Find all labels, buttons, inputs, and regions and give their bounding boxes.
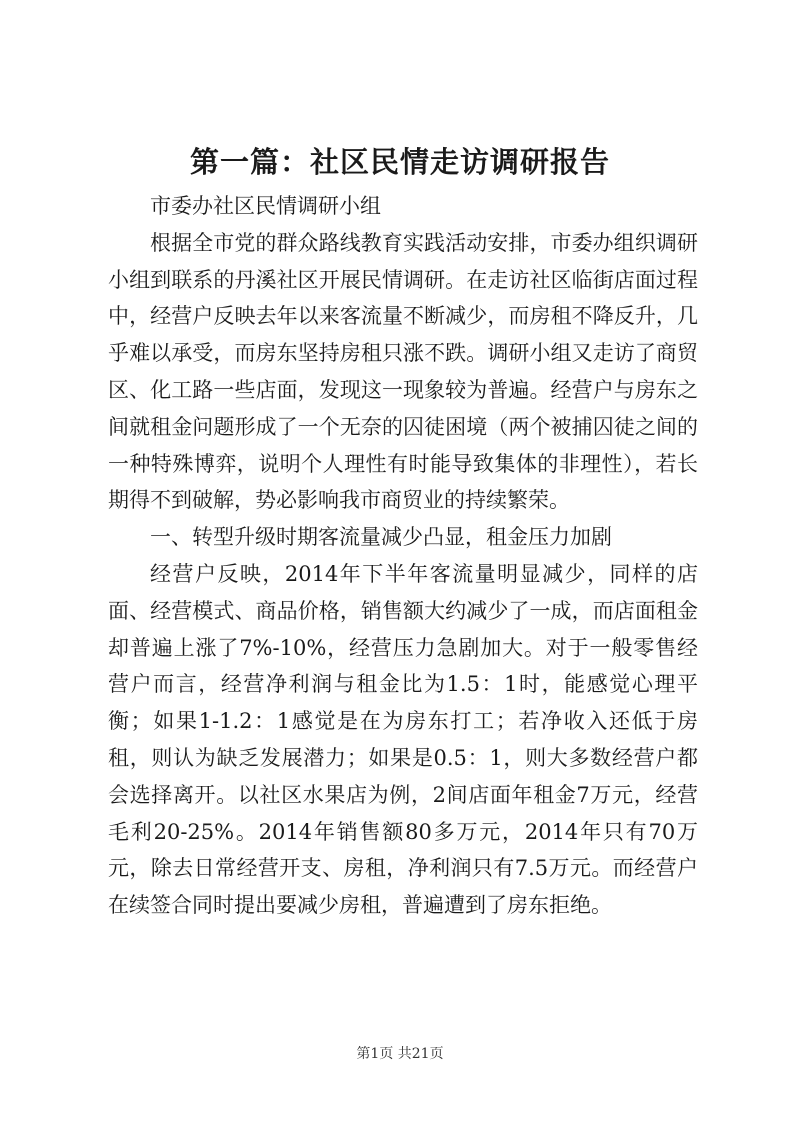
author-line: 市委办社区民情调研小组 — [150, 194, 381, 218]
body-paragraph: 经营户反映，2014年下半年客流量明显减少，同样的店面、经营模式、商品价格，销售额大约减少了一成，而店面租金却普遍上涨了7%-10%，经营压力急剧加大。对于一般零售经营户而言，经营净利润与租金比为1.5：1时，能感觉心理平衡；如果1-1.2：1感觉是在为房东打工；若净收入还低于房租，则认为缺乏发展潜力；如果是0.5：1，则大多数经营户都会选择离开。以社区水果店为例，2间店面年租金7万元，经营毛利20-25%。2014年销售额80多万元，2014年只有70万元，除去日常经营开支、房租，净利润只有7.5万元。而经营户在续签合同时提出要减少房租，普遍遭到了房东拒绝。 — [108, 561, 698, 918]
intro-paragraph: 根据全市党的群众路线教育实践活动安排，市委办组织调研小组到联系的丹溪社区开展民情调研。在走访社区临街店面过程中，经营户反映去年以来客流量不断减少，而房租不降反升，几乎难以承受，而房东坚持房租只涨不跌。调研小组又走访了商贸区、化工路一些店面，发现这一现象较为普遍。经营户与房东之间就租金问题形成了一个无奈的囚徒困境（两个被捕囚徒之间的一种特殊博弈，说明个人理性有时能导致集体的非理性），若长期得不到破解，势必影响我市商贸业的持续繁荣。 — [108, 230, 698, 513]
section-heading: 一、转型升级时期客流量减少凸显，租金压力加剧 — [150, 525, 612, 550]
document-body — [108, 188, 698, 924]
page-title: 第一篇：社区民情走访调研报告 — [189, 145, 610, 179]
page-footer: 第1页 共21页 — [356, 1046, 444, 1062]
